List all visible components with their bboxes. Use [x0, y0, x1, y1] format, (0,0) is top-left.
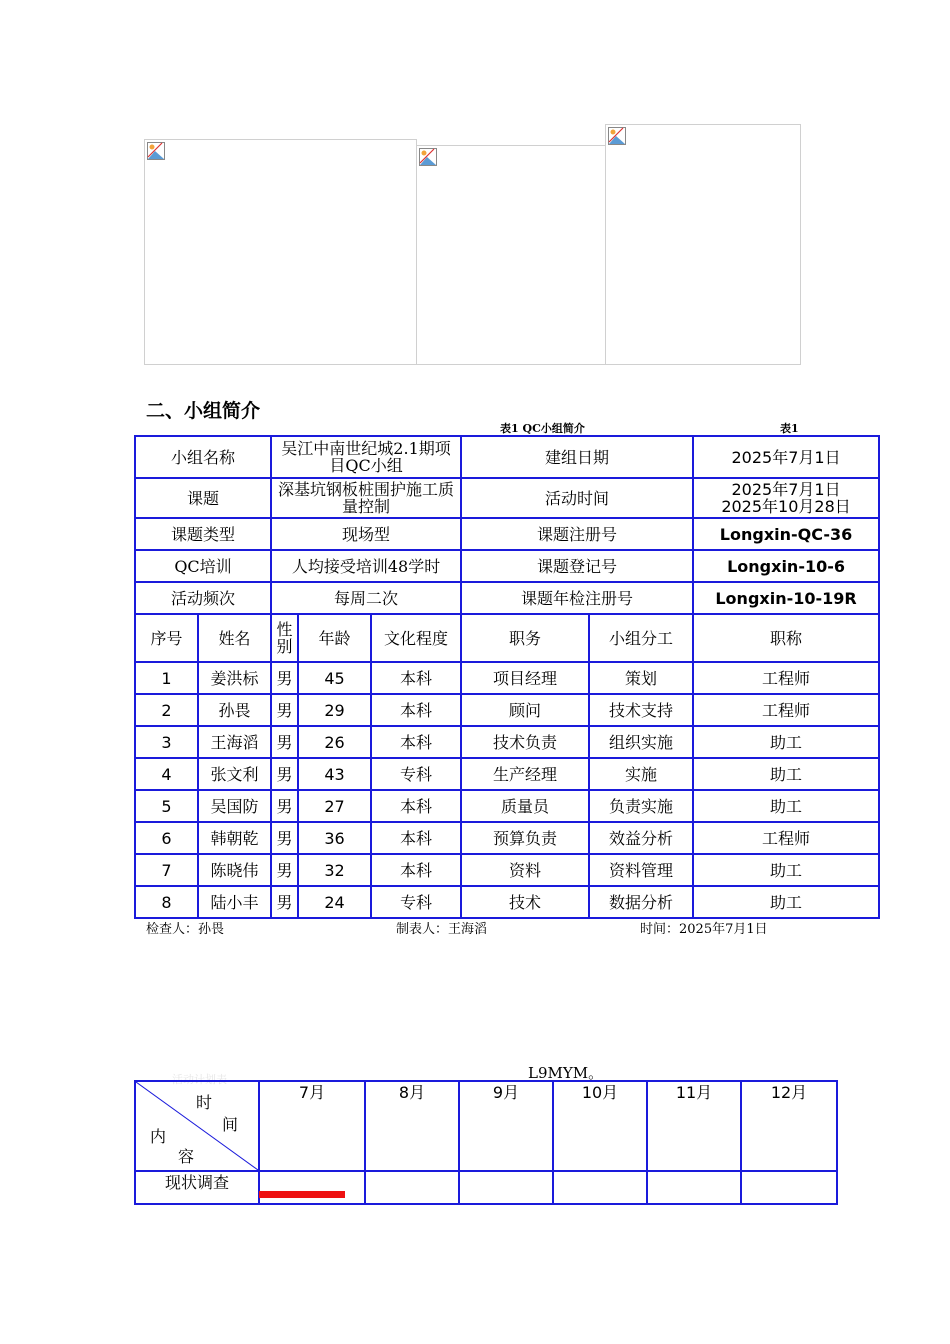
schedule-progress-bar — [259, 1191, 345, 1198]
member-gender: 男 — [271, 758, 298, 790]
image-placeholder-2 — [416, 145, 606, 365]
member-position: 技术 — [461, 886, 589, 918]
month-11: 11月 — [647, 1081, 741, 1171]
schedule-cell — [259, 1171, 365, 1204]
member-title: 助工 — [693, 726, 879, 758]
member-name: 张文利 — [198, 758, 271, 790]
watermark-text: L9MYM。 — [528, 1064, 604, 1082]
schedule-table — [134, 1080, 838, 1205]
found-date-value: 2025年7月1日 — [693, 436, 879, 478]
corner-time-2: 间 — [222, 1115, 239, 1134]
reg-no-label: 课题注册号 — [461, 518, 693, 550]
member-no: 1 — [135, 662, 198, 694]
member-no: 8 — [135, 886, 198, 918]
member-no: 4 — [135, 758, 198, 790]
broken-image-icon — [419, 148, 437, 166]
annual-no-label: 课题年检注册号 — [461, 582, 693, 614]
qc-group-table — [134, 435, 880, 919]
member-no: 3 — [135, 726, 198, 758]
member-age: 27 — [298, 790, 371, 822]
month-12: 12月 — [741, 1081, 837, 1171]
member-role: 负责实施 — [589, 790, 693, 822]
member-education: 本科 — [371, 790, 461, 822]
header-no: 序号 — [135, 614, 198, 662]
faded-caption: 活动计划表 — [172, 1073, 227, 1086]
member-position: 技术负责 — [461, 726, 589, 758]
member-age: 45 — [298, 662, 371, 694]
month-7: 7月 — [259, 1081, 365, 1171]
section-title: 二、小组简介 — [146, 400, 261, 422]
member-age: 32 — [298, 854, 371, 886]
month-10: 10月 — [553, 1081, 647, 1171]
member-position: 资料 — [461, 854, 589, 886]
member-name: 姜洪标 — [198, 662, 271, 694]
member-title: 助工 — [693, 854, 879, 886]
month-8: 8月 — [365, 1081, 459, 1171]
month-9: 9月 — [459, 1081, 553, 1171]
member-gender: 男 — [271, 822, 298, 854]
activity-time-label: 活动时间 — [461, 478, 693, 518]
activity-time-end: 2025年10月28日 — [721, 497, 851, 516]
training-value: 人均接受培训48学时 — [271, 550, 461, 582]
header-title: 职称 — [693, 614, 879, 662]
reg-no-value: Longxin-QC-36 — [693, 518, 879, 550]
member-title: 工程师 — [693, 662, 879, 694]
member-row — [135, 726, 879, 758]
record-no-value: Longxin-10-6 — [693, 550, 879, 582]
member-row — [135, 822, 879, 854]
member-no: 6 — [135, 822, 198, 854]
member-no: 2 — [135, 694, 198, 726]
member-age: 36 — [298, 822, 371, 854]
member-gender: 男 — [271, 886, 298, 918]
schedule-cell — [365, 1171, 459, 1204]
member-education: 本科 — [371, 694, 461, 726]
member-education: 本科 — [371, 822, 461, 854]
member-name: 王海滔 — [198, 726, 271, 758]
member-title: 助工 — [693, 758, 879, 790]
member-role: 数据分析 — [589, 886, 693, 918]
activity-time-value — [693, 478, 879, 518]
member-title: 工程师 — [693, 822, 879, 854]
member-name: 陆小丰 — [198, 886, 271, 918]
topic-type-value: 现场型 — [271, 518, 461, 550]
header-education: 文化程度 — [371, 614, 461, 662]
member-row — [135, 886, 879, 918]
schedule-cell — [459, 1171, 553, 1204]
member-name: 韩朝乾 — [198, 822, 271, 854]
group-name-value: 吴江中南世纪城2.1期项目QC小组 — [271, 436, 461, 478]
member-gender: 男 — [271, 662, 298, 694]
member-gender: 男 — [271, 790, 298, 822]
member-role: 实施 — [589, 758, 693, 790]
frequency-label: 活动频次 — [135, 582, 271, 614]
member-role: 资料管理 — [589, 854, 693, 886]
member-education: 本科 — [371, 662, 461, 694]
member-name: 孙畏 — [198, 694, 271, 726]
image-placeholder-3 — [605, 124, 801, 365]
member-gender: 男 — [271, 854, 298, 886]
table-caption: 表1 QC小组简介 — [500, 422, 585, 435]
member-education: 专科 — [371, 886, 461, 918]
corner-content-2: 容 — [178, 1147, 195, 1166]
member-title: 助工 — [693, 790, 879, 822]
image-placeholder-1 — [144, 139, 417, 365]
annual-no-value: Longxin-10-19R — [693, 582, 879, 614]
member-name: 陈晓伟 — [198, 854, 271, 886]
member-education: 本科 — [371, 726, 461, 758]
member-role: 策划 — [589, 662, 693, 694]
member-education: 本科 — [371, 854, 461, 886]
member-role: 组织实施 — [589, 726, 693, 758]
member-education: 专科 — [371, 758, 461, 790]
broken-image-icon — [147, 142, 165, 160]
member-row — [135, 662, 879, 694]
group-name-label: 小组名称 — [135, 436, 271, 478]
schedule-corner — [135, 1081, 259, 1171]
activity-time-start: 2025年7月1日 — [731, 480, 841, 499]
member-age: 43 — [298, 758, 371, 790]
checker: 检查人：孙畏 — [146, 922, 225, 937]
schedule-cell — [741, 1171, 837, 1204]
topic-type-label: 课题类型 — [135, 518, 271, 550]
member-position: 顾问 — [461, 694, 589, 726]
member-role: 技术支持 — [589, 694, 693, 726]
member-row — [135, 758, 879, 790]
member-title: 工程师 — [693, 694, 879, 726]
member-position: 质量员 — [461, 790, 589, 822]
member-name: 吴国防 — [198, 790, 271, 822]
table-caption-right: 表1 — [780, 422, 799, 435]
schedule-cell — [553, 1171, 647, 1204]
member-row — [135, 694, 879, 726]
schedule-row-label: 现状调查 — [135, 1171, 259, 1204]
table-maker: 制表人：王海滔 — [396, 922, 488, 937]
member-age: 29 — [298, 694, 371, 726]
frequency-value: 每周二次 — [271, 582, 461, 614]
corner-time-1: 时 — [196, 1093, 213, 1112]
broken-image-icon — [608, 127, 626, 145]
corner-content-1: 内 — [150, 1127, 167, 1146]
member-position: 预算负责 — [461, 822, 589, 854]
training-label: QC培训 — [135, 550, 271, 582]
member-row — [135, 854, 879, 886]
member-age: 24 — [298, 886, 371, 918]
member-age: 26 — [298, 726, 371, 758]
member-position: 生产经理 — [461, 758, 589, 790]
member-role: 效益分析 — [589, 822, 693, 854]
member-gender: 男 — [271, 726, 298, 758]
member-gender: 男 — [271, 694, 298, 726]
header-position: 职务 — [461, 614, 589, 662]
member-title: 助工 — [693, 886, 879, 918]
member-rows — [135, 662, 879, 918]
topic-label: 课题 — [135, 478, 271, 518]
header-age: 年龄 — [298, 614, 371, 662]
member-position: 项目经理 — [461, 662, 589, 694]
header-name: 姓名 — [198, 614, 271, 662]
member-no: 7 — [135, 854, 198, 886]
found-date-label: 建组日期 — [461, 436, 693, 478]
header-role: 小组分工 — [589, 614, 693, 662]
member-row — [135, 790, 879, 822]
header-gender: 性别 — [271, 614, 298, 662]
record-no-label: 课题登记号 — [461, 550, 693, 582]
member-no: 5 — [135, 790, 198, 822]
table-time: 时间：2025年7月1日 — [640, 922, 768, 937]
schedule-cell — [647, 1171, 741, 1204]
topic-value: 深基坑钢板桩围护施工质量控制 — [271, 478, 461, 518]
